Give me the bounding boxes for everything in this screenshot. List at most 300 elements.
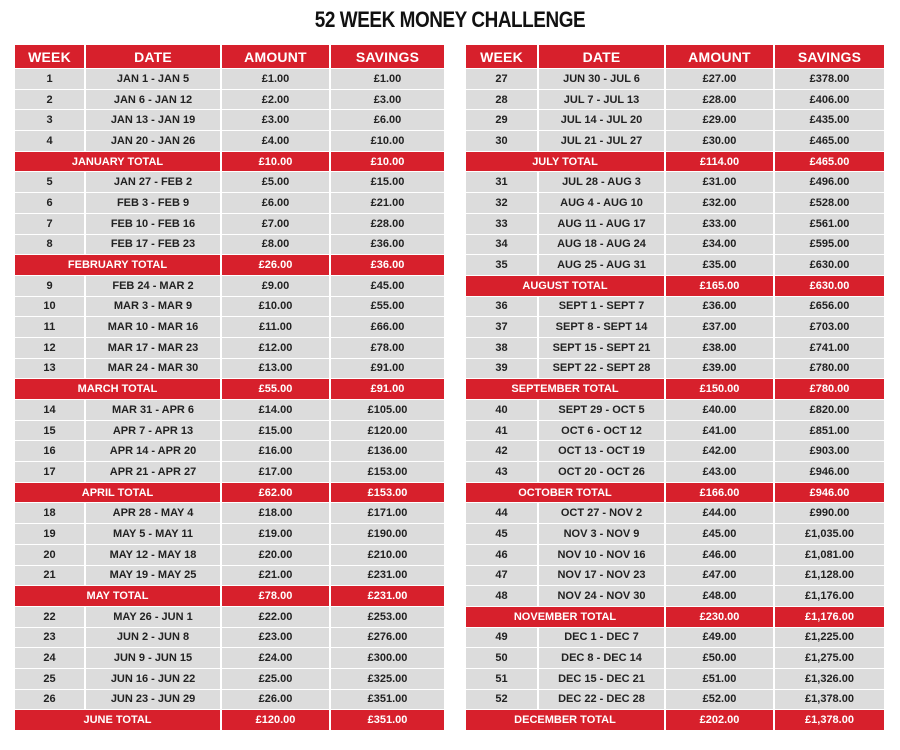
- week-date-cell: AUG 25 - AUG 31: [538, 255, 665, 276]
- week-date-cell: SEPT 29 - OCT 5: [538, 400, 665, 421]
- week-amount-cell: £35.00: [665, 255, 774, 276]
- week-amount-cell: £41.00: [665, 420, 774, 441]
- week-savings-cell: £36.00: [330, 234, 444, 255]
- month-total-savings: £946.00: [774, 482, 884, 503]
- week-row: [466, 317, 884, 338]
- week-date-cell: SEPT 22 - SEPT 28: [538, 358, 665, 379]
- week-amount-cell: £42.00: [665, 441, 774, 462]
- savings-column-header: SAVINGS: [330, 45, 444, 69]
- week-savings-cell: £153.00: [330, 462, 444, 483]
- week-date-cell: JAN 1 - JAN 5: [85, 69, 221, 90]
- week-amount-cell: £23.00: [221, 627, 330, 648]
- week-savings-cell: £21.00: [330, 193, 444, 214]
- week-row: [15, 627, 444, 648]
- month-total-label: JANUARY TOTAL: [15, 151, 221, 172]
- week-savings-cell: £210.00: [330, 544, 444, 565]
- week-amount-cell: £44.00: [665, 503, 774, 524]
- week-date-cell: MAY 19 - MAY 25: [85, 565, 221, 586]
- week-amount-cell: £5.00: [221, 172, 330, 193]
- week-date-cell: JUN 30 - JUL 6: [538, 69, 665, 90]
- week-row: [466, 234, 884, 255]
- week-week-cell: 48: [466, 586, 538, 607]
- week-week-cell: 29: [466, 110, 538, 131]
- week-savings-cell: £78.00: [330, 337, 444, 358]
- week-week-cell: 43: [466, 462, 538, 483]
- week-amount-cell: £2.00: [221, 89, 330, 110]
- week-week-cell: 39: [466, 358, 538, 379]
- month-total-label: APRIL TOTAL: [15, 482, 221, 503]
- month-total-savings: £91.00: [330, 379, 444, 400]
- week-savings-cell: £496.00: [774, 172, 884, 193]
- week-week-cell: 46: [466, 544, 538, 565]
- week-savings-cell: £91.00: [330, 358, 444, 379]
- week-week-cell: 7: [15, 213, 85, 234]
- week-row: [15, 89, 444, 110]
- week-date-cell: JUN 9 - JUN 15: [85, 648, 221, 669]
- week-savings-cell: £231.00: [330, 565, 444, 586]
- week-date-cell: SEPT 8 - SEPT 14: [538, 317, 665, 338]
- month-total-amount: £10.00: [221, 151, 330, 172]
- week-amount-cell: £19.00: [221, 524, 330, 545]
- week-amount-cell: £22.00: [221, 606, 330, 627]
- month-total-label: OCTOBER TOTAL: [466, 482, 665, 503]
- week-savings-cell: £6.00: [330, 110, 444, 131]
- week-savings-cell: £1,081.00: [774, 544, 884, 565]
- week-savings-cell: £561.00: [774, 213, 884, 234]
- week-week-cell: 18: [15, 503, 85, 524]
- week-savings-cell: £780.00: [774, 358, 884, 379]
- amount-column-header: AMOUNT: [221, 45, 330, 69]
- week-savings-cell: £325.00: [330, 668, 444, 689]
- week-date-cell: MAY 5 - MAY 11: [85, 524, 221, 545]
- week-week-cell: 32: [466, 193, 538, 214]
- week-row: [15, 524, 444, 545]
- week-savings-cell: £28.00: [330, 213, 444, 234]
- month-total-savings: £1,176.00: [774, 606, 884, 627]
- page-title: 52 WEEK MONEY CHALLENGE: [314, 7, 586, 32]
- week-savings-cell: £66.00: [330, 317, 444, 338]
- week-savings-cell: £55.00: [330, 296, 444, 317]
- week-date-cell: APR 21 - APR 27: [85, 462, 221, 483]
- week-date-cell: AUG 4 - AUG 10: [538, 193, 665, 214]
- week-row: [466, 689, 884, 710]
- week-week-cell: 21: [15, 565, 85, 586]
- week-amount-cell: £47.00: [665, 565, 774, 586]
- week-amount-cell: £49.00: [665, 627, 774, 648]
- week-row: [15, 606, 444, 627]
- month-total-row: [466, 151, 884, 172]
- week-date-cell: NOV 10 - NOV 16: [538, 544, 665, 565]
- week-row: [466, 668, 884, 689]
- week-savings-cell: £351.00: [330, 689, 444, 710]
- week-row: [15, 131, 444, 152]
- week-savings-cell: £595.00: [774, 234, 884, 255]
- week-savings-cell: £105.00: [330, 400, 444, 421]
- week-date-cell: OCT 27 - NOV 2: [538, 503, 665, 524]
- week-week-cell: 4: [15, 131, 85, 152]
- week-date-cell: NOV 3 - NOV 9: [538, 524, 665, 545]
- week-week-cell: 11: [15, 317, 85, 338]
- week-date-cell: NOV 24 - NOV 30: [538, 586, 665, 607]
- week-savings-cell: £15.00: [330, 172, 444, 193]
- week-amount-cell: £18.00: [221, 503, 330, 524]
- table-body: [466, 69, 884, 731]
- week-savings-cell: £190.00: [330, 524, 444, 545]
- week-savings-cell: £1,176.00: [774, 586, 884, 607]
- week-savings-cell: £528.00: [774, 193, 884, 214]
- month-total-label: DECEMBER TOTAL: [466, 710, 665, 731]
- week-week-cell: 49: [466, 627, 538, 648]
- week-row: [15, 565, 444, 586]
- week-date-cell: MAY 26 - JUN 1: [85, 606, 221, 627]
- week-row: [466, 255, 884, 276]
- week-row: [15, 172, 444, 193]
- week-amount-cell: £7.00: [221, 213, 330, 234]
- week-amount-cell: £3.00: [221, 110, 330, 131]
- week-date-cell: JUN 2 - JUN 8: [85, 627, 221, 648]
- week-date-cell: JUL 21 - JUL 27: [538, 131, 665, 152]
- week-savings-cell: £1,378.00: [774, 689, 884, 710]
- month-total-row: [15, 482, 444, 503]
- week-date-cell: FEB 17 - FEB 23: [85, 234, 221, 255]
- week-week-cell: 51: [466, 668, 538, 689]
- week-week-cell: 12: [15, 337, 85, 358]
- week-row: [466, 441, 884, 462]
- date-column-header: DATE: [538, 45, 665, 69]
- month-total-row: [15, 586, 444, 607]
- week-savings-cell: £1,275.00: [774, 648, 884, 669]
- week-week-cell: 22: [15, 606, 85, 627]
- week-amount-cell: £40.00: [665, 400, 774, 421]
- week-row: [15, 337, 444, 358]
- week-date-cell: FEB 3 - FEB 9: [85, 193, 221, 214]
- week-date-cell: DEC 22 - DEC 28: [538, 689, 665, 710]
- week-week-cell: 30: [466, 131, 538, 152]
- month-total-row: [466, 710, 884, 731]
- week-savings-cell: £378.00: [774, 69, 884, 90]
- week-week-cell: 27: [466, 69, 538, 90]
- week-week-cell: 35: [466, 255, 538, 276]
- week-week-cell: 34: [466, 234, 538, 255]
- week-date-cell: FEB 24 - MAR 2: [85, 275, 221, 296]
- week-row: [15, 689, 444, 710]
- week-date-cell: JUN 16 - JUN 22: [85, 668, 221, 689]
- month-total-row: [15, 379, 444, 400]
- week-savings-cell: £820.00: [774, 400, 884, 421]
- week-amount-cell: £9.00: [221, 275, 330, 296]
- week-savings-cell: £435.00: [774, 110, 884, 131]
- week-week-cell: 5: [15, 172, 85, 193]
- month-total-label: SEPTEMBER TOTAL: [466, 379, 665, 400]
- week-amount-cell: £6.00: [221, 193, 330, 214]
- month-total-row: [466, 606, 884, 627]
- date-column-header: DATE: [85, 45, 221, 69]
- week-week-cell: 17: [15, 462, 85, 483]
- week-week-cell: 38: [466, 337, 538, 358]
- week-date-cell: MAY 12 - MAY 18: [85, 544, 221, 565]
- week-week-cell: 24: [15, 648, 85, 669]
- week-row: [15, 213, 444, 234]
- week-savings-cell: £1,128.00: [774, 565, 884, 586]
- week-amount-cell: £52.00: [665, 689, 774, 710]
- week-row: [15, 358, 444, 379]
- week-row: [466, 420, 884, 441]
- week-week-cell: 15: [15, 420, 85, 441]
- month-total-row: [466, 482, 884, 503]
- week-savings-cell: £171.00: [330, 503, 444, 524]
- month-total-savings: £465.00: [774, 151, 884, 172]
- week-date-cell: APR 14 - APR 20: [85, 441, 221, 462]
- week-date-cell: MAR 24 - MAR 30: [85, 358, 221, 379]
- week-week-cell: 36: [466, 296, 538, 317]
- week-amount-cell: £34.00: [665, 234, 774, 255]
- week-row: [15, 462, 444, 483]
- week-week-cell: 19: [15, 524, 85, 545]
- week-date-cell: OCT 6 - OCT 12: [538, 420, 665, 441]
- week-amount-cell: £27.00: [665, 69, 774, 90]
- month-total-amount: £150.00: [665, 379, 774, 400]
- table-header-row: [466, 45, 884, 69]
- week-week-cell: 45: [466, 524, 538, 545]
- week-amount-cell: £28.00: [665, 89, 774, 110]
- week-savings-cell: £903.00: [774, 441, 884, 462]
- week-row: [15, 275, 444, 296]
- week-row: [15, 400, 444, 421]
- month-total-row: [15, 710, 444, 731]
- week-date-cell: MAR 10 - MAR 16: [85, 317, 221, 338]
- week-date-cell: DEC 15 - DEC 21: [538, 668, 665, 689]
- month-total-label: AUGUST TOTAL: [466, 275, 665, 296]
- month-total-savings: £780.00: [774, 379, 884, 400]
- week-row: [15, 234, 444, 255]
- week-savings-cell: £656.00: [774, 296, 884, 317]
- week-date-cell: JAN 20 - JAN 26: [85, 131, 221, 152]
- month-total-savings: £630.00: [774, 275, 884, 296]
- week-row: [466, 131, 884, 152]
- week-week-cell: 33: [466, 213, 538, 234]
- week-amount-cell: £48.00: [665, 586, 774, 607]
- week-savings-cell: £851.00: [774, 420, 884, 441]
- challenge-table-right: [466, 45, 884, 731]
- week-date-cell: NOV 17 - NOV 23: [538, 565, 665, 586]
- week-date-cell: APR 28 - MAY 4: [85, 503, 221, 524]
- week-amount-cell: £8.00: [221, 234, 330, 255]
- week-savings-cell: £300.00: [330, 648, 444, 669]
- savings-column-header: SAVINGS: [774, 45, 884, 69]
- week-row: [466, 544, 884, 565]
- week-row: [15, 317, 444, 338]
- month-total-savings: £1,378.00: [774, 710, 884, 731]
- week-date-cell: JUL 28 - AUG 3: [538, 172, 665, 193]
- week-week-cell: 1: [15, 69, 85, 90]
- week-amount-cell: £16.00: [221, 441, 330, 462]
- week-week-cell: 50: [466, 648, 538, 669]
- month-total-label: MARCH TOTAL: [15, 379, 221, 400]
- week-savings-cell: £946.00: [774, 462, 884, 483]
- week-week-cell: 6: [15, 193, 85, 214]
- week-row: [466, 503, 884, 524]
- week-row: [15, 441, 444, 462]
- week-row: [466, 337, 884, 358]
- week-week-cell: 44: [466, 503, 538, 524]
- month-total-savings: £351.00: [330, 710, 444, 731]
- week-row: [466, 627, 884, 648]
- week-amount-cell: £1.00: [221, 69, 330, 90]
- week-amount-cell: £24.00: [221, 648, 330, 669]
- week-row: [466, 110, 884, 131]
- month-total-label: MAY TOTAL: [15, 586, 221, 607]
- week-row: [466, 586, 884, 607]
- week-amount-cell: £46.00: [665, 544, 774, 565]
- week-row: [466, 89, 884, 110]
- week-date-cell: JAN 6 - JAN 12: [85, 89, 221, 110]
- week-amount-cell: £45.00: [665, 524, 774, 545]
- week-date-cell: SEPT 1 - SEPT 7: [538, 296, 665, 317]
- week-amount-cell: £13.00: [221, 358, 330, 379]
- week-date-cell: MAR 17 - MAR 23: [85, 337, 221, 358]
- week-amount-cell: £15.00: [221, 420, 330, 441]
- week-week-cell: 14: [15, 400, 85, 421]
- week-date-cell: JAN 27 - FEB 2: [85, 172, 221, 193]
- month-total-amount: £166.00: [665, 482, 774, 503]
- week-amount-cell: £14.00: [221, 400, 330, 421]
- week-week-cell: 10: [15, 296, 85, 317]
- week-amount-cell: £43.00: [665, 462, 774, 483]
- week-week-cell: 13: [15, 358, 85, 379]
- week-date-cell: DEC 1 - DEC 7: [538, 627, 665, 648]
- week-amount-cell: £30.00: [665, 131, 774, 152]
- week-row: [466, 193, 884, 214]
- week-week-cell: 9: [15, 275, 85, 296]
- week-week-cell: 26: [15, 689, 85, 710]
- week-row: [15, 193, 444, 214]
- month-total-label: JUNE TOTAL: [15, 710, 221, 731]
- week-amount-cell: £4.00: [221, 131, 330, 152]
- month-total-savings: £36.00: [330, 255, 444, 276]
- week-savings-cell: £406.00: [774, 89, 884, 110]
- week-savings-cell: £1.00: [330, 69, 444, 90]
- week-row: [466, 296, 884, 317]
- month-total-row: [15, 255, 444, 276]
- week-week-cell: 52: [466, 689, 538, 710]
- week-row: [466, 462, 884, 483]
- week-row: [15, 668, 444, 689]
- week-row: [15, 648, 444, 669]
- week-week-cell: 23: [15, 627, 85, 648]
- week-column-header: WEEK: [15, 45, 85, 69]
- month-total-label: FEBRUARY TOTAL: [15, 255, 221, 276]
- week-amount-cell: £29.00: [665, 110, 774, 131]
- week-row: [15, 296, 444, 317]
- week-row: [466, 213, 884, 234]
- week-row: [466, 648, 884, 669]
- week-date-cell: MAR 31 - APR 6: [85, 400, 221, 421]
- week-savings-cell: £3.00: [330, 89, 444, 110]
- week-week-cell: 16: [15, 441, 85, 462]
- month-total-savings: £153.00: [330, 482, 444, 503]
- month-total-row: [466, 379, 884, 400]
- month-total-amount: £26.00: [221, 255, 330, 276]
- week-date-cell: AUG 18 - AUG 24: [538, 234, 665, 255]
- week-savings-cell: £465.00: [774, 131, 884, 152]
- week-amount-cell: £32.00: [665, 193, 774, 214]
- week-amount-cell: £38.00: [665, 337, 774, 358]
- week-date-cell: JUN 23 - JUN 29: [85, 689, 221, 710]
- month-total-label: NOVEMBER TOTAL: [466, 606, 665, 627]
- week-week-cell: 31: [466, 172, 538, 193]
- week-savings-cell: £120.00: [330, 420, 444, 441]
- week-amount-cell: £11.00: [221, 317, 330, 338]
- week-amount-cell: £20.00: [221, 544, 330, 565]
- week-date-cell: SEPT 15 - SEPT 21: [538, 337, 665, 358]
- week-savings-cell: £703.00: [774, 317, 884, 338]
- week-week-cell: 8: [15, 234, 85, 255]
- week-row: [15, 503, 444, 524]
- week-week-cell: 2: [15, 89, 85, 110]
- week-amount-cell: £36.00: [665, 296, 774, 317]
- week-date-cell: JUL 7 - JUL 13: [538, 89, 665, 110]
- week-date-cell: MAR 3 - MAR 9: [85, 296, 221, 317]
- week-date-cell: APR 7 - APR 13: [85, 420, 221, 441]
- month-total-amount: £62.00: [221, 482, 330, 503]
- week-date-cell: DEC 8 - DEC 14: [538, 648, 665, 669]
- week-amount-cell: £31.00: [665, 172, 774, 193]
- week-row: [15, 420, 444, 441]
- month-total-amount: £114.00: [665, 151, 774, 172]
- week-amount-cell: £21.00: [221, 565, 330, 586]
- week-week-cell: 41: [466, 420, 538, 441]
- week-amount-cell: £50.00: [665, 648, 774, 669]
- month-total-amount: £120.00: [221, 710, 330, 731]
- month-total-savings: £10.00: [330, 151, 444, 172]
- week-amount-cell: £33.00: [665, 213, 774, 234]
- week-row: [466, 565, 884, 586]
- week-date-cell: AUG 11 - AUG 17: [538, 213, 665, 234]
- week-amount-cell: £26.00: [221, 689, 330, 710]
- week-week-cell: 25: [15, 668, 85, 689]
- week-date-cell: OCT 20 - OCT 26: [538, 462, 665, 483]
- week-week-cell: 42: [466, 441, 538, 462]
- week-amount-cell: £39.00: [665, 358, 774, 379]
- week-savings-cell: £1,035.00: [774, 524, 884, 545]
- week-row: [15, 110, 444, 131]
- week-savings-cell: £990.00: [774, 503, 884, 524]
- week-row: [466, 400, 884, 421]
- week-row: [466, 524, 884, 545]
- week-row: [15, 544, 444, 565]
- table-header-row: [15, 45, 444, 69]
- week-date-cell: FEB 10 - FEB 16: [85, 213, 221, 234]
- week-amount-cell: £10.00: [221, 296, 330, 317]
- week-row: [15, 69, 444, 90]
- week-column-header: WEEK: [466, 45, 538, 69]
- week-week-cell: 28: [466, 89, 538, 110]
- week-amount-cell: £12.00: [221, 337, 330, 358]
- week-amount-cell: £51.00: [665, 668, 774, 689]
- week-savings-cell: £1,326.00: [774, 668, 884, 689]
- week-date-cell: OCT 13 - OCT 19: [538, 441, 665, 462]
- week-savings-cell: £1,225.00: [774, 627, 884, 648]
- week-amount-cell: £37.00: [665, 317, 774, 338]
- table-body: [15, 69, 444, 731]
- week-date-cell: JUL 14 - JUL 20: [538, 110, 665, 131]
- week-savings-cell: £741.00: [774, 337, 884, 358]
- month-total-savings: £231.00: [330, 586, 444, 607]
- month-total-row: [466, 275, 884, 296]
- challenge-table-left: [15, 45, 444, 731]
- week-row: [466, 172, 884, 193]
- week-date-cell: JAN 13 - JAN 19: [85, 110, 221, 131]
